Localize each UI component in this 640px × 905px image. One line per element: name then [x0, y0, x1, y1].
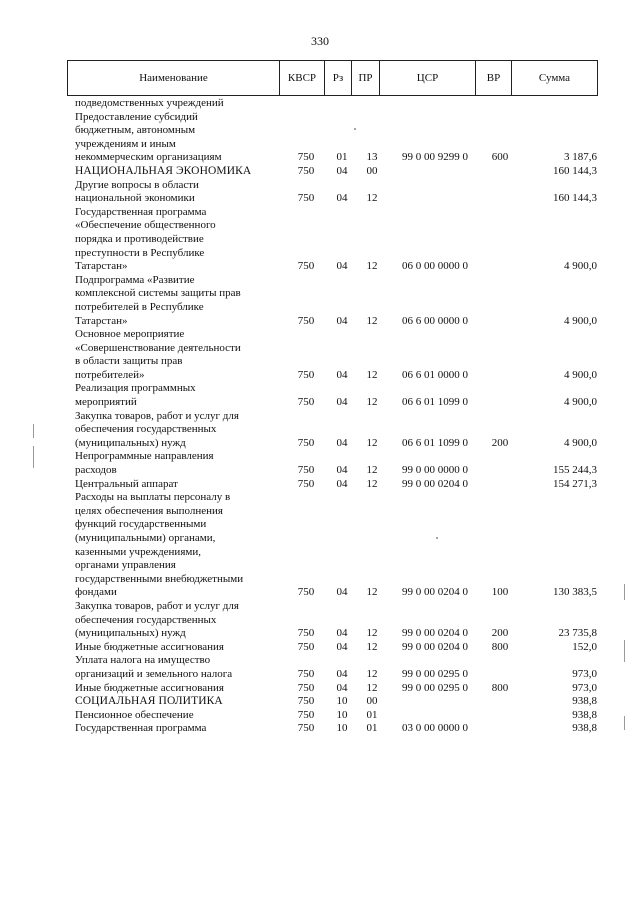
cell-sum: 938,8 [572, 722, 597, 735]
table-row [0, 274, 640, 328]
cell-vr: 100 [491, 586, 509, 599]
cell-csr: 06 6 01 1099 0 [402, 436, 468, 449]
cell-sum: 938,8 [572, 708, 597, 721]
cell-name-line: Основное мероприятие [75, 328, 185, 341]
cell-name-line: Татарстан» [75, 314, 128, 327]
cell-name [75, 654, 285, 681]
cell-sum: 160 144,3 [553, 192, 597, 205]
cell-name-line: расходов [75, 464, 117, 477]
cell-kvsr: 750 [297, 192, 315, 205]
table-row [0, 600, 640, 641]
cell-kvsr: 750 [297, 681, 315, 694]
cell-name-line: некоммерческим организациям [75, 151, 222, 164]
cell-sum: 152,0 [572, 640, 597, 653]
cell-csr: 06 6 00 0000 0 [402, 314, 468, 327]
cell-name [75, 600, 285, 641]
cell-csr: 99 0 00 0204 0 [402, 640, 468, 653]
scan-margin-mark [33, 424, 34, 438]
cell-csr: 06 6 01 0000 0 [402, 368, 468, 381]
header-kvsr: КВСР [280, 61, 325, 96]
table-row [0, 410, 640, 451]
cell-rz: 04 [336, 164, 348, 177]
cell-pr: 00 [366, 695, 378, 708]
cell-rz: 04 [336, 314, 348, 327]
cell-rz: 04 [336, 586, 348, 599]
cell-pr: 12 [366, 477, 378, 490]
cell-name-line: Государственная программа [75, 205, 207, 218]
cell-name-line: в области защиты прав [75, 355, 183, 368]
cell-name-line: (муниципальных) нужд [75, 436, 186, 449]
cell-vr: 200 [491, 436, 509, 449]
cell-vr: 800 [491, 681, 509, 694]
cell-rz: 10 [336, 722, 348, 735]
cell-name-line: Реализация программных [75, 382, 196, 395]
table-row [0, 206, 640, 274]
cell-csr: 99 0 00 0204 0 [402, 586, 468, 599]
table-row [0, 654, 640, 681]
cell-name-line: функций государственными [75, 518, 207, 531]
cell-name-line: казенными учреждениями, [75, 545, 201, 558]
cell-name [75, 709, 285, 723]
cell-name [75, 274, 285, 328]
cell-pr: 12 [366, 396, 378, 409]
cell-rz: 04 [336, 368, 348, 381]
cell-kvsr: 750 [297, 708, 315, 721]
cell-name [75, 111, 285, 165]
cell-sum: 154 271,3 [553, 477, 597, 490]
cell-rz: 10 [336, 695, 348, 708]
table-body [0, 97, 640, 736]
scan-margin-mark [624, 584, 625, 600]
cell-name [75, 97, 285, 111]
cell-sum: 155 244,3 [553, 464, 597, 477]
cell-name-line: Закупка товаров, работ и услуг для [75, 409, 239, 422]
cell-name [75, 206, 285, 274]
cell-name-line: Непрограммные направления [75, 450, 214, 463]
cell-kvsr: 750 [297, 436, 315, 449]
cell-pr: 12 [366, 667, 378, 680]
header-pr: ПР [352, 61, 380, 96]
cell-name-line: Центральный аппарат [75, 477, 178, 490]
cell-name-line: фондами [75, 586, 117, 599]
cell-csr: 06 6 01 1099 0 [402, 396, 468, 409]
cell-name-line: учреждениям и иным [75, 137, 176, 150]
cell-csr: 03 0 00 0000 0 [402, 722, 468, 735]
cell-name-line: порядка и противодействие [75, 232, 204, 245]
cell-name-line: потребителей» [75, 368, 145, 381]
cell-pr: 12 [366, 586, 378, 599]
scan-speck [354, 128, 356, 130]
cell-sum: 160 144,3 [553, 164, 597, 177]
cell-rz: 04 [336, 627, 348, 640]
cell-pr: 12 [366, 464, 378, 477]
cell-rz: 04 [336, 477, 348, 490]
cell-name-line: Расходы на выплаты персоналу в [75, 491, 231, 504]
cell-name-line: национальной экономики [75, 192, 195, 205]
page-number: 330 [311, 34, 329, 48]
cell-name-line: (муниципальными) органами, [75, 532, 216, 544]
cell-name-line: Закупка товаров, работ и услуг для [75, 599, 239, 612]
cell-name-line: обеспечения государственных [75, 613, 217, 626]
table-row [0, 450, 640, 477]
cell-name-line: Иные бюджетные ассигнования [75, 640, 224, 653]
cell-name [75, 695, 285, 709]
cell-name-line: «Обеспечение общественного [75, 219, 216, 232]
cell-sum: 973,0 [572, 681, 597, 694]
scan-margin-mark [624, 716, 625, 730]
cell-rz: 04 [336, 667, 348, 680]
cell-name [75, 641, 285, 655]
cell-name [75, 382, 285, 409]
cell-name-line: Пенсионное обеспечение [75, 708, 194, 721]
cell-csr: 99 0 00 9299 0 [402, 151, 468, 164]
cell-kvsr: 750 [297, 260, 315, 273]
cell-pr: 12 [366, 436, 378, 449]
cell-rz: 04 [336, 260, 348, 273]
cell-pr: 12 [366, 192, 378, 205]
cell-pr: 12 [366, 681, 378, 694]
table-row [0, 97, 640, 111]
cell-kvsr: 750 [297, 368, 315, 381]
scan-speck [436, 537, 438, 539]
cell-name [75, 328, 285, 382]
cell-name-line: Подпрограмма «Развитие [75, 273, 195, 286]
table-row [0, 165, 640, 179]
cell-name [75, 682, 285, 696]
cell-rz: 04 [336, 681, 348, 694]
cell-name-line: целях обеспечения выполнения [75, 504, 223, 517]
cell-vr: 800 [491, 640, 509, 653]
cell-name-line: СОЦИАЛЬНАЯ ПОЛИТИКА [75, 695, 223, 708]
cell-csr: 99 0 00 0204 0 [402, 627, 468, 640]
cell-csr: 99 0 00 0295 0 [402, 681, 468, 694]
cell-name-line: Иные бюджетные ассигнования [75, 681, 224, 694]
cell-name-line: подведомственных учреждений [75, 97, 224, 109]
cell-pr: 12 [366, 368, 378, 381]
header-name: Наименование [68, 61, 280, 96]
cell-rz: 10 [336, 708, 348, 721]
cell-name-line: мероприятий [75, 396, 137, 409]
cell-pr: 12 [366, 314, 378, 327]
cell-sum: 130 383,5 [553, 586, 597, 599]
header-sum: Сумма [512, 61, 598, 96]
cell-rz: 04 [336, 640, 348, 653]
table-row [0, 709, 640, 723]
table-row [0, 382, 640, 409]
cell-sum: 973,0 [572, 667, 597, 680]
cell-sum: 4 900,0 [564, 260, 597, 273]
cell-name [75, 450, 285, 477]
cell-rz: 04 [336, 464, 348, 477]
scan-margin-mark [33, 446, 34, 468]
cell-csr: 99 0 00 0295 0 [402, 667, 468, 680]
cell-pr: 13 [366, 151, 378, 164]
cell-name-line: потребителей в Республике [75, 300, 204, 313]
cell-csr: 99 0 00 0204 0 [402, 477, 468, 490]
cell-sum: 4 900,0 [564, 368, 597, 381]
table-header [67, 60, 598, 96]
cell-sum: 4 900,0 [564, 436, 597, 449]
header-csr: ЦСР [380, 61, 476, 96]
cell-pr: 00 [366, 164, 378, 177]
cell-name-line: государственными внебюджетными [75, 572, 244, 585]
cell-name [75, 722, 285, 736]
cell-name-line: Татарстан» [75, 260, 128, 273]
cell-name-line: «Совершенствование деятельности [75, 341, 241, 354]
table-row [0, 722, 640, 736]
cell-name [75, 491, 285, 600]
table-row [0, 641, 640, 655]
table-row [0, 695, 640, 709]
cell-name-line: Уплата налога на имущество [75, 654, 211, 667]
cell-pr: 01 [366, 708, 378, 721]
cell-rz: 04 [336, 436, 348, 449]
cell-vr: 600 [491, 151, 509, 164]
cell-csr: 06 0 00 0000 0 [402, 260, 468, 273]
cell-pr: 12 [366, 260, 378, 273]
cell-csr: 99 0 00 0000 0 [402, 464, 468, 477]
cell-name [75, 410, 285, 451]
cell-name-line: Другие вопросы в области [75, 178, 199, 191]
cell-name-line: комплексной системы защиты прав [75, 287, 241, 300]
table-row [0, 111, 640, 165]
cell-pr: 12 [366, 627, 378, 640]
cell-name-line: НАЦИОНАЛЬНАЯ ЭКОНОМИКА [75, 164, 252, 177]
cell-kvsr: 750 [297, 464, 315, 477]
cell-pr: 01 [366, 722, 378, 735]
header-vr: ВР [476, 61, 512, 96]
cell-name-line: (муниципальных) нужд [75, 627, 186, 640]
cell-sum: 4 900,0 [564, 314, 597, 327]
cell-name-line: Предоставление субсидий [75, 110, 198, 123]
cell-name-line: преступности в Республике [75, 246, 205, 259]
cell-name-line: организаций и земельного налога [75, 667, 233, 680]
header-rz: Рз [325, 61, 352, 96]
cell-name-line: бюджетным, автономным [75, 124, 196, 137]
table-row [0, 491, 640, 600]
cell-name [75, 179, 285, 206]
cell-kvsr: 750 [297, 695, 315, 708]
cell-sum: 938,8 [572, 695, 597, 708]
cell-name-line: обеспечения государственных [75, 423, 217, 436]
cell-kvsr: 750 [297, 151, 315, 164]
cell-name-line: Государственная программа [75, 722, 207, 735]
cell-kvsr: 750 [297, 314, 315, 327]
cell-kvsr: 750 [297, 586, 315, 599]
table-row [0, 328, 640, 382]
cell-name [75, 478, 285, 492]
cell-kvsr: 750 [297, 640, 315, 653]
cell-name [75, 165, 285, 179]
cell-vr: 200 [491, 627, 509, 640]
cell-kvsr: 750 [297, 627, 315, 640]
cell-kvsr: 750 [297, 477, 315, 490]
scan-margin-mark [624, 640, 625, 662]
cell-rz: 04 [336, 192, 348, 205]
cell-kvsr: 750 [297, 667, 315, 680]
cell-rz: 01 [336, 151, 348, 164]
cell-rz: 04 [336, 396, 348, 409]
cell-pr: 12 [366, 640, 378, 653]
cell-kvsr: 750 [297, 396, 315, 409]
cell-name-line: органами управления [75, 559, 176, 572]
table-row [0, 478, 640, 492]
cell-kvsr: 750 [297, 164, 315, 177]
cell-kvsr: 750 [297, 722, 315, 735]
table-row [0, 179, 640, 206]
table-row [0, 682, 640, 696]
cell-sum: 3 187,6 [564, 151, 597, 164]
cell-sum: 4 900,0 [564, 396, 597, 409]
cell-sum: 23 735,8 [558, 627, 597, 640]
